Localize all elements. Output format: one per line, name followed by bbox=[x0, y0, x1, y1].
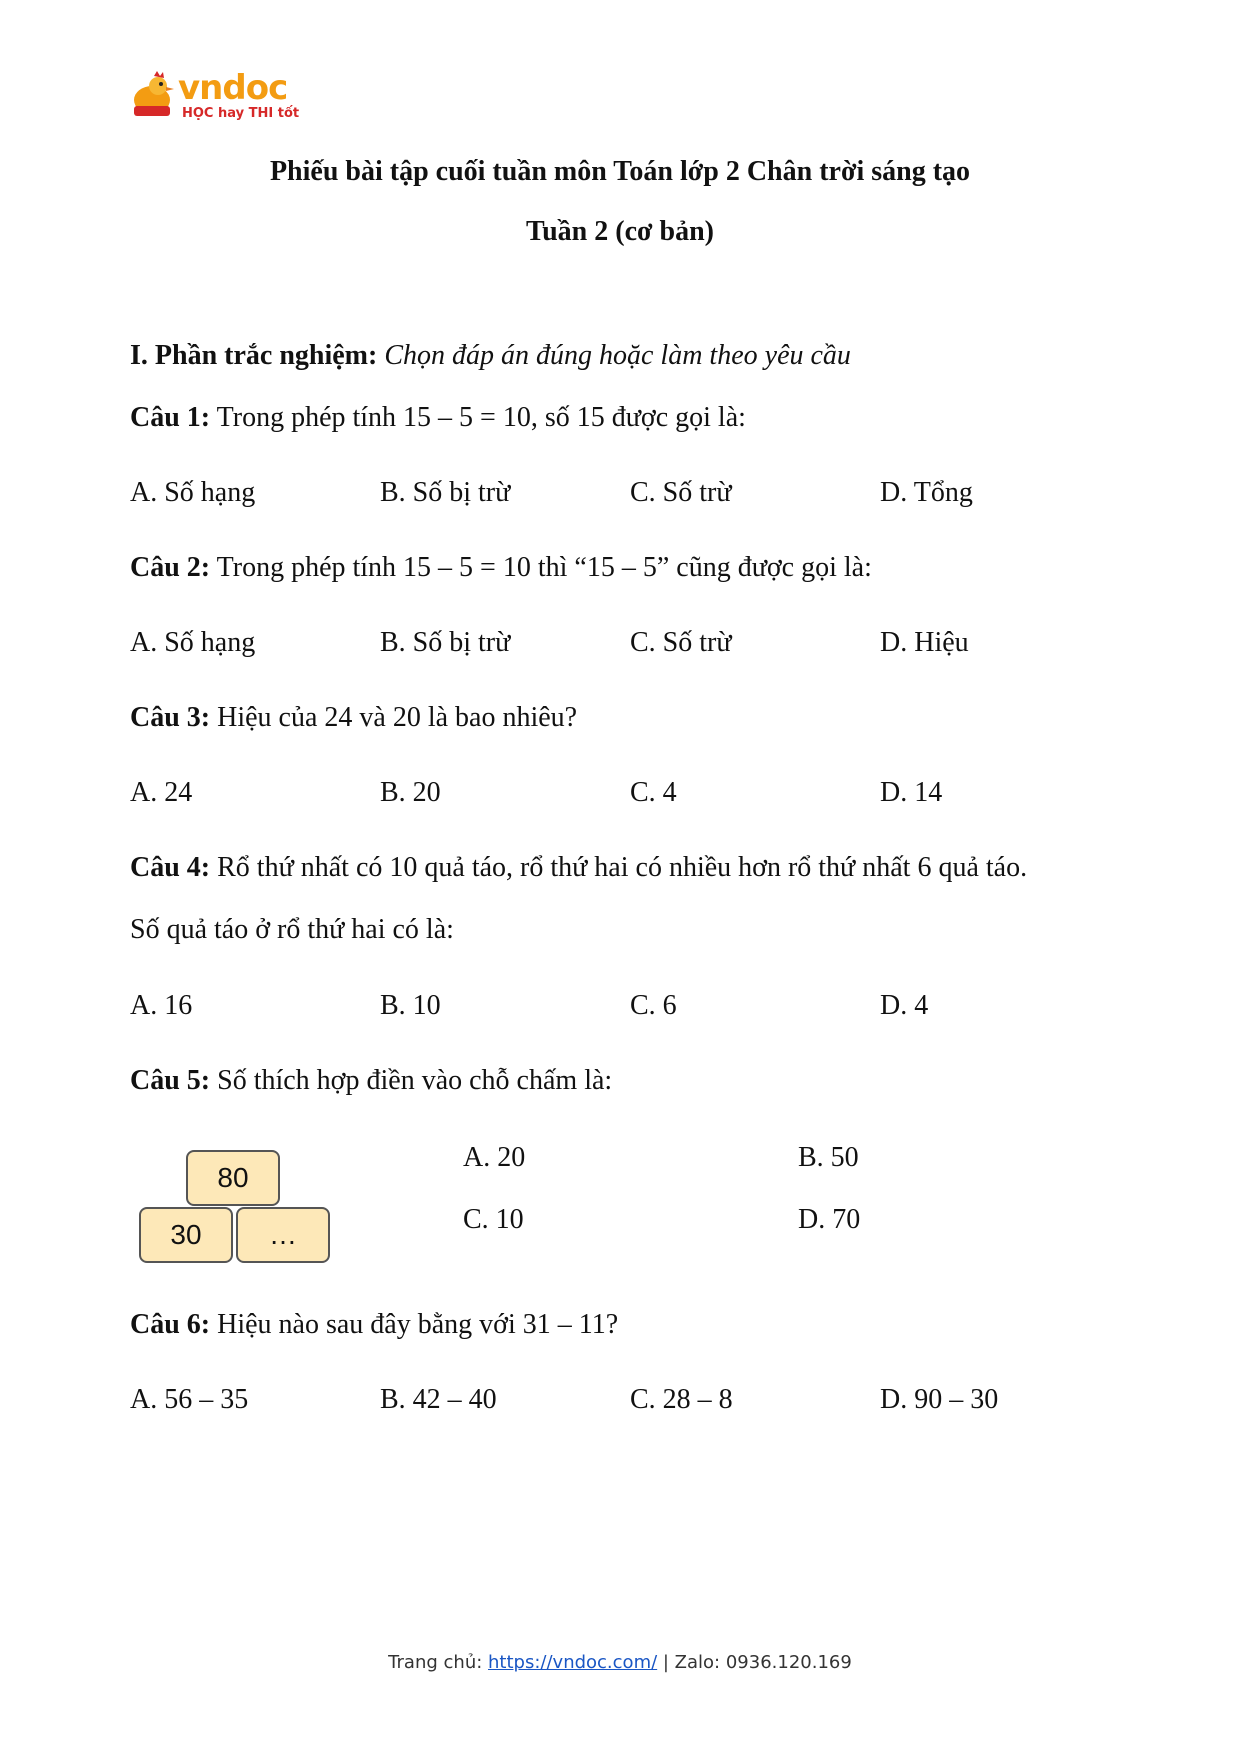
question-text: Rổ thứ nhất có 10 quả táo, rổ thứ hai có nhiều hơn rổ thứ nhất 6 quả táo. bbox=[217, 852, 1028, 883]
q2-option-c[interactable]: C. Số trừ bbox=[630, 627, 732, 658]
question-4-continued: Số quả táo ở rổ thứ hai có là: bbox=[130, 914, 454, 945]
q6-option-a[interactable]: A. 56 – 35 bbox=[130, 1384, 249, 1415]
q1-option-a[interactable]: A. Số hạng bbox=[130, 477, 256, 508]
q4-option-c[interactable]: C. 6 bbox=[630, 990, 677, 1021]
pyramid-blank-box: … bbox=[236, 1207, 330, 1263]
q1-option-c[interactable]: C. Số trừ bbox=[630, 477, 732, 508]
q4-option-a[interactable]: A. 16 bbox=[130, 990, 193, 1021]
question-label: Câu 2: bbox=[130, 552, 211, 583]
question-4 bbox=[130, 852, 1027, 884]
section-label: I. Phần trắc nghiệm: bbox=[130, 340, 378, 371]
page-footer bbox=[0, 1652, 1240, 1673]
chicken-mascot-icon bbox=[130, 70, 176, 120]
question-2 bbox=[130, 552, 872, 584]
question-label: Câu 3: bbox=[130, 702, 211, 733]
q6-option-b[interactable]: B. 42 – 40 bbox=[380, 1384, 497, 1415]
brand-slogan: HỌC hay THI tốt bbox=[182, 106, 300, 121]
q3-option-c[interactable]: C. 4 bbox=[630, 777, 677, 808]
section-heading bbox=[130, 340, 851, 372]
q3-option-a[interactable]: A. 24 bbox=[130, 777, 193, 808]
question-label: Câu 6: bbox=[130, 1309, 211, 1340]
question-1 bbox=[130, 402, 746, 434]
question-label: Câu 1: bbox=[130, 402, 211, 433]
pyramid-left-box: 30 bbox=[139, 1207, 233, 1263]
question-6 bbox=[130, 1309, 618, 1341]
q4-option-b[interactable]: B. 10 bbox=[380, 990, 441, 1021]
question-text: Số thích hợp điền vào chỗ chấm là: bbox=[217, 1065, 613, 1096]
page-subtitle: Tuần 2 (cơ bản) bbox=[526, 216, 714, 247]
logo bbox=[130, 68, 300, 124]
question-text: Hiệu nào sau đây bằng với 31 – 11? bbox=[217, 1309, 619, 1340]
question-text: Hiệu của 24 và 20 là bao nhiêu? bbox=[217, 702, 578, 733]
question-text: Trong phép tính 15 – 5 = 10 thì “15 – 5” cũng được gọi là: bbox=[216, 552, 872, 583]
pyramid-top-box: 80 bbox=[186, 1150, 280, 1206]
section-instruction: Chọn đáp án đúng hoặc làm theo yêu cầu bbox=[384, 340, 851, 371]
question-3 bbox=[130, 702, 577, 734]
question-text: Trong phép tính 15 – 5 = 10, số 15 được gọi là: bbox=[216, 402, 746, 433]
homepage-link[interactable]: https://vndoc.com/ bbox=[488, 1652, 658, 1673]
q2-option-a[interactable]: A. Số hạng bbox=[130, 627, 256, 658]
q5-option-a[interactable]: A. 20 bbox=[463, 1142, 526, 1173]
q6-option-c[interactable]: C. 28 – 8 bbox=[630, 1384, 733, 1415]
question-5 bbox=[130, 1065, 612, 1097]
q1-option-d[interactable]: D. Tổng bbox=[880, 477, 973, 508]
q6-option-d[interactable]: D. 90 – 30 bbox=[880, 1384, 999, 1415]
page-title: Phiếu bài tập cuối tuần môn Toán lớp 2 Chân trời sáng tạo bbox=[269, 156, 971, 187]
question-label: Câu 5: bbox=[130, 1065, 211, 1096]
q2-option-d[interactable]: D. Hiệu bbox=[880, 627, 969, 658]
q5-option-b[interactable]: B. 50 bbox=[798, 1142, 859, 1173]
footer-contact: | Zalo: 0936.120.169 bbox=[657, 1652, 852, 1673]
question-label: Câu 4: bbox=[130, 852, 211, 883]
q3-option-d[interactable]: D. 14 bbox=[880, 777, 943, 808]
footer-prefix: Trang chủ: bbox=[388, 1652, 489, 1673]
q1-option-b[interactable]: B. Số bị trừ bbox=[380, 477, 511, 508]
q2-option-b[interactable]: B. Số bị trừ bbox=[380, 627, 511, 658]
q5-option-d[interactable]: D. 70 bbox=[798, 1204, 861, 1235]
q3-option-b[interactable]: B. 20 bbox=[380, 777, 441, 808]
brand-name: vndoc bbox=[178, 68, 288, 108]
q5-option-c[interactable]: C. 10 bbox=[463, 1204, 524, 1235]
q4-option-d[interactable]: D. 4 bbox=[880, 990, 929, 1021]
